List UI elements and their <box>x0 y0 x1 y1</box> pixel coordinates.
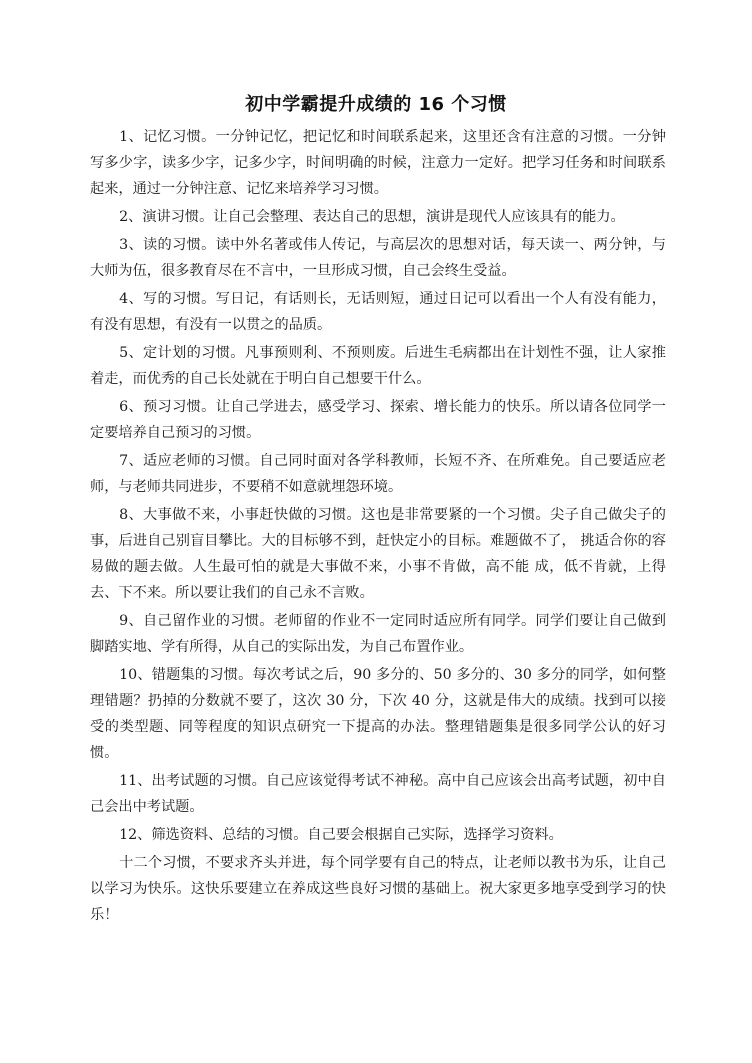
paragraph-conclusion: 十二个习惯，不要求齐头并进，每个同学要有自己的特点，让老师以教书为乐，让自己以学习为快乐。这快乐要建立在养成这些良好习惯的基础上。祝大家更多地享受到学习的快乐！ <box>90 855 666 923</box>
paragraph-5: 5、定计划的习惯。凡事预则利、不预则废。后进生毛病都出在计划性不强，让人家推着走，而优秀的自己长处就在于明白自己想要干什么。 <box>90 345 666 387</box>
paragraph-1: 1、记忆习惯。一分钟记忆，把记忆和时间联系起来，这里还含有注意的习惯。一分钟写多少字，读多少字，记多少字，时间明确的时候，注意力一定好。把学习任务和时间联系起来，通过一分钟注意、记忆来培养学习习惯。 <box>90 129 666 197</box>
paragraph-11: 11、出考试题的习惯。自己应该觉得考试不神秘。高中自己应该会出高考试题，初中自己会出中考试题。 <box>90 773 666 815</box>
paragraph-12: 12、筛选资料、总结的习惯。自己要会根据自己实际，选择学习资料。 <box>119 827 563 843</box>
paragraph-6: 6、预习习惯。让自己学进去，感受学习、探索、增长能力的快乐。所以请各位同学一定要培养自己预习的习惯。 <box>90 399 666 441</box>
page-title: 初中学霸提升成绩的 16 个习惯 <box>245 94 507 115</box>
document-body <box>90 124 666 930</box>
paragraph-2: 2、演讲习惯。让自己会整理、表达自己的思想，演讲是现代人应该具有的能力。 <box>119 209 625 225</box>
paragraph-8: 8、大事做不来，小事赶快做的习惯。这也是非常要紧的一个习惯。尖子自己做尖子的事，后进自己别盲目攀比。大的目标够不到，赶快定小的目标。难题做不了， 挑适合你的容易做的题去做。人生最可怕的就是大事做不来，小事不肯做，高不能 成，低不肯就，上得去、下不来。所以要让我们的自己永不言败。 <box>90 507 666 601</box>
paragraph-10: 10、错题集的习惯。每次考试之后，90 多分的、50 多分的、30 多分的同学，如何整理错题？扔掉的分数就不要了，这次 30 分，下次 40 分，这就是伟大的成绩。找到可以接受的类型题、同等程度的知识点研究一下提高的办法。整理错题集是很多同学公认的好习惯。 <box>90 667 666 761</box>
paragraph-4: 4、写的习惯。写日记，有话则长，无话则短，通过日记可以看出一个人有没有能力，有没有思想，有没有一以贯之的品质。 <box>90 291 666 333</box>
paragraph-9: 9、自己留作业的习惯。老师留的作业不一定同时适应所有同学。同学们要让自己做到脚踏实地、学有所得，从自己的实际出发，为自己布置作业。 <box>90 613 666 655</box>
paragraph-7: 7、适应老师的习惯。自己同时面对各学科教师，长短不齐、在所难免。自己要适应老师，与老师共同进步，不要稍不如意就埋怨环境。 <box>90 453 666 495</box>
paragraph-3: 3、读的习惯。读中外名著或伟人传记，与高层次的思想对话，每天读一、两分钟，与大师为伍，很多教育尽在不言中，一旦形成习惯，自己会终生受益。 <box>90 237 666 279</box>
